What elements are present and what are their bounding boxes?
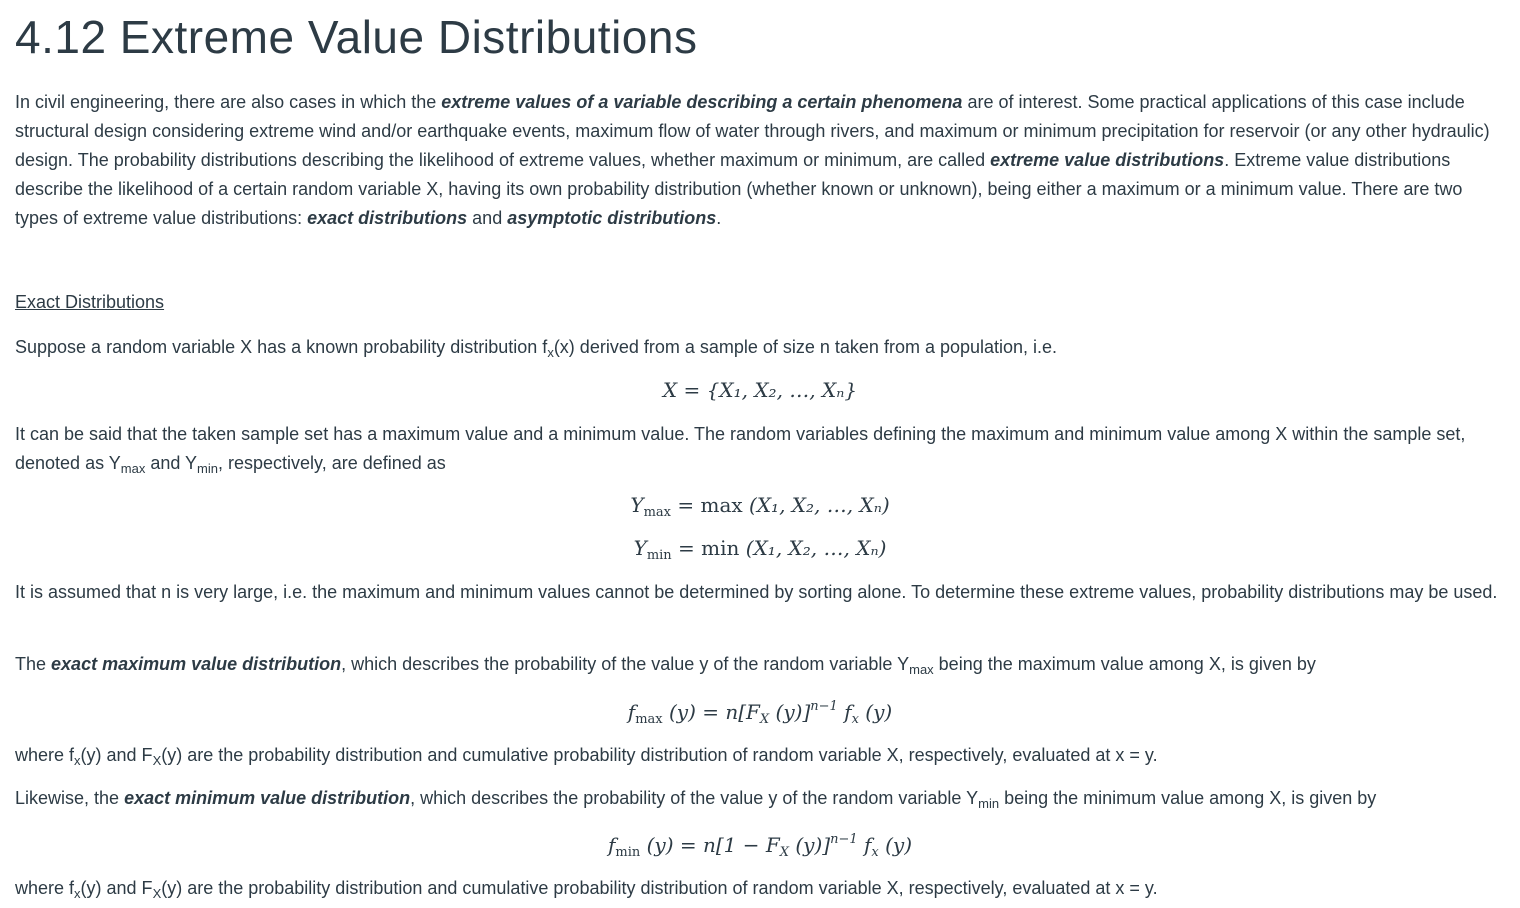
subscript: x <box>851 712 859 727</box>
subscript: x <box>74 886 81 901</box>
equation-sample-set: X = {X₁, X₂, …, Xₙ} <box>662 378 858 402</box>
subscript: min <box>615 845 641 860</box>
text: (y) <box>878 833 913 857</box>
equation-fmax <box>15 697 1505 727</box>
text: It can be said that the taken sample set has a maximum value and a minimum value. The random variables defining the maximum and minimum value among X within the sample set, denoted as Y <box>15 424 1466 473</box>
subscript: max <box>643 505 671 520</box>
function-name: min <box>701 536 740 560</box>
intro-text-2: are of interest. Some practical applications of this case include structural design considering extreme wind and/or earthquake events, maximum flow of water through rivers, and maximum or minimum precipitation for reservoir (or any other hydraulic) design. The probability distributions describing the likelihood of extreme values, whether maximum or minimum, are called <box>15 92 1490 170</box>
text: Likewise, the <box>15 788 125 808</box>
subscript: max <box>909 662 934 677</box>
subscript: max <box>635 712 663 727</box>
superscript: n−1 <box>830 832 858 847</box>
text: (y) are the probability distribution and cumulative probability distribution of random variable X, respectively, evaluated at x = y. <box>161 745 1158 765</box>
text: Suppose a random variable X has a known probability distribution f <box>15 337 548 357</box>
text: Y <box>633 536 647 560</box>
equation-fmin <box>15 830 1505 860</box>
intro-paragraph <box>15 88 1505 233</box>
text: (y) = n[1 − F <box>640 833 780 857</box>
text: (y) and F <box>80 878 153 898</box>
text: (y)] <box>789 833 831 857</box>
subscript: X <box>152 886 162 901</box>
text: (y) and F <box>80 745 153 765</box>
text: (X₁, X₂, …, Xₙ) <box>745 536 887 560</box>
text: , respectively, are defined as <box>218 453 446 473</box>
where-paragraph-2 <box>15 874 1505 903</box>
text: (y) are the probability distribution and cumulative probability distribution of random variable X, respectively, evaluated at x = y. <box>161 878 1158 898</box>
text: f <box>627 700 636 724</box>
text: Y <box>630 493 644 517</box>
intro-text-1: In civil engineering, there are also cases in which the <box>15 92 442 112</box>
subscript: x <box>871 845 879 860</box>
text: (x) derived from a sample of size n taken from a population, i.e. <box>553 337 1058 357</box>
text: (y)] <box>769 700 811 724</box>
intro-emphasis-1: extreme values of a variable describing a certain phenomena <box>441 92 963 112</box>
text: f <box>857 833 872 857</box>
equation-ymax: $Y_{max} = \max (X_1$, X₂, …, Xₙ) <box>630 493 890 520</box>
subscript: X <box>779 845 790 860</box>
text: (y) <box>858 700 893 724</box>
function-name: max <box>700 493 743 517</box>
intro-text-4: and <box>467 208 508 228</box>
subscript: x <box>74 753 81 768</box>
sample-paragraph <box>15 420 1505 478</box>
subscript: X <box>152 753 162 768</box>
text: (y) = n[F <box>662 700 760 724</box>
intro-emphasis-3: exact distributions <box>307 208 468 228</box>
superscript: n−1 <box>810 699 838 714</box>
text: being the maximum value among X, is given by <box>933 654 1316 674</box>
subscript: min <box>646 548 672 563</box>
subscript: X <box>759 712 770 727</box>
emphasis: exact maximum value distribution <box>51 654 342 674</box>
subscript: x <box>547 345 554 360</box>
intro-emphasis-4: asymptotic distributions <box>507 208 717 228</box>
subscript: max <box>120 461 146 476</box>
exact-max-paragraph <box>15 650 1505 679</box>
exact-distributions-heading: Exact Distributions <box>15 292 165 312</box>
emphasis: exact minimum value distribution <box>124 788 411 808</box>
intro-text-5: . <box>716 208 722 228</box>
text: The <box>15 654 52 674</box>
where-paragraph-1 <box>15 741 1505 770</box>
text: being the minimum value among X, is given by <box>999 788 1377 808</box>
intro-text-3: . Extreme value distributions describe the likelihood of a certain random variable X, having its own probability distribution (whether known or unknown), being either a maximum or a minimum value. There are two types of extreme value distributions: <box>15 150 1463 228</box>
text: f <box>607 833 616 857</box>
text: , which describes the probability of the value y of the random variable Y <box>341 654 910 674</box>
text: where f <box>15 878 75 898</box>
assumed-paragraph: It is assumed that n is very large, i.e. the maximum and minimum values cannot be determined by sorting alone. To determine these extreme values, probability distributions may be used. <box>15 582 1498 602</box>
text: (X₁, X₂, …, Xₙ) <box>749 493 890 517</box>
suppose-paragraph <box>15 333 1505 362</box>
subscript: min <box>978 796 1000 811</box>
text: , which describes the probability of the value y of the random variable Y <box>410 788 979 808</box>
exact-min-paragraph <box>15 784 1505 813</box>
intro-emphasis-2: extreme value distributions <box>990 150 1225 170</box>
equation-ymin: $Y_{min} = \min (X_1$, X₂, …, Xₙ) <box>633 536 887 563</box>
text: where f <box>15 745 75 765</box>
subscript: min <box>197 461 218 476</box>
text: and Y <box>145 453 198 473</box>
page-title: 4.12 Extreme Value Distributions <box>15 11 698 63</box>
text: f <box>837 700 852 724</box>
